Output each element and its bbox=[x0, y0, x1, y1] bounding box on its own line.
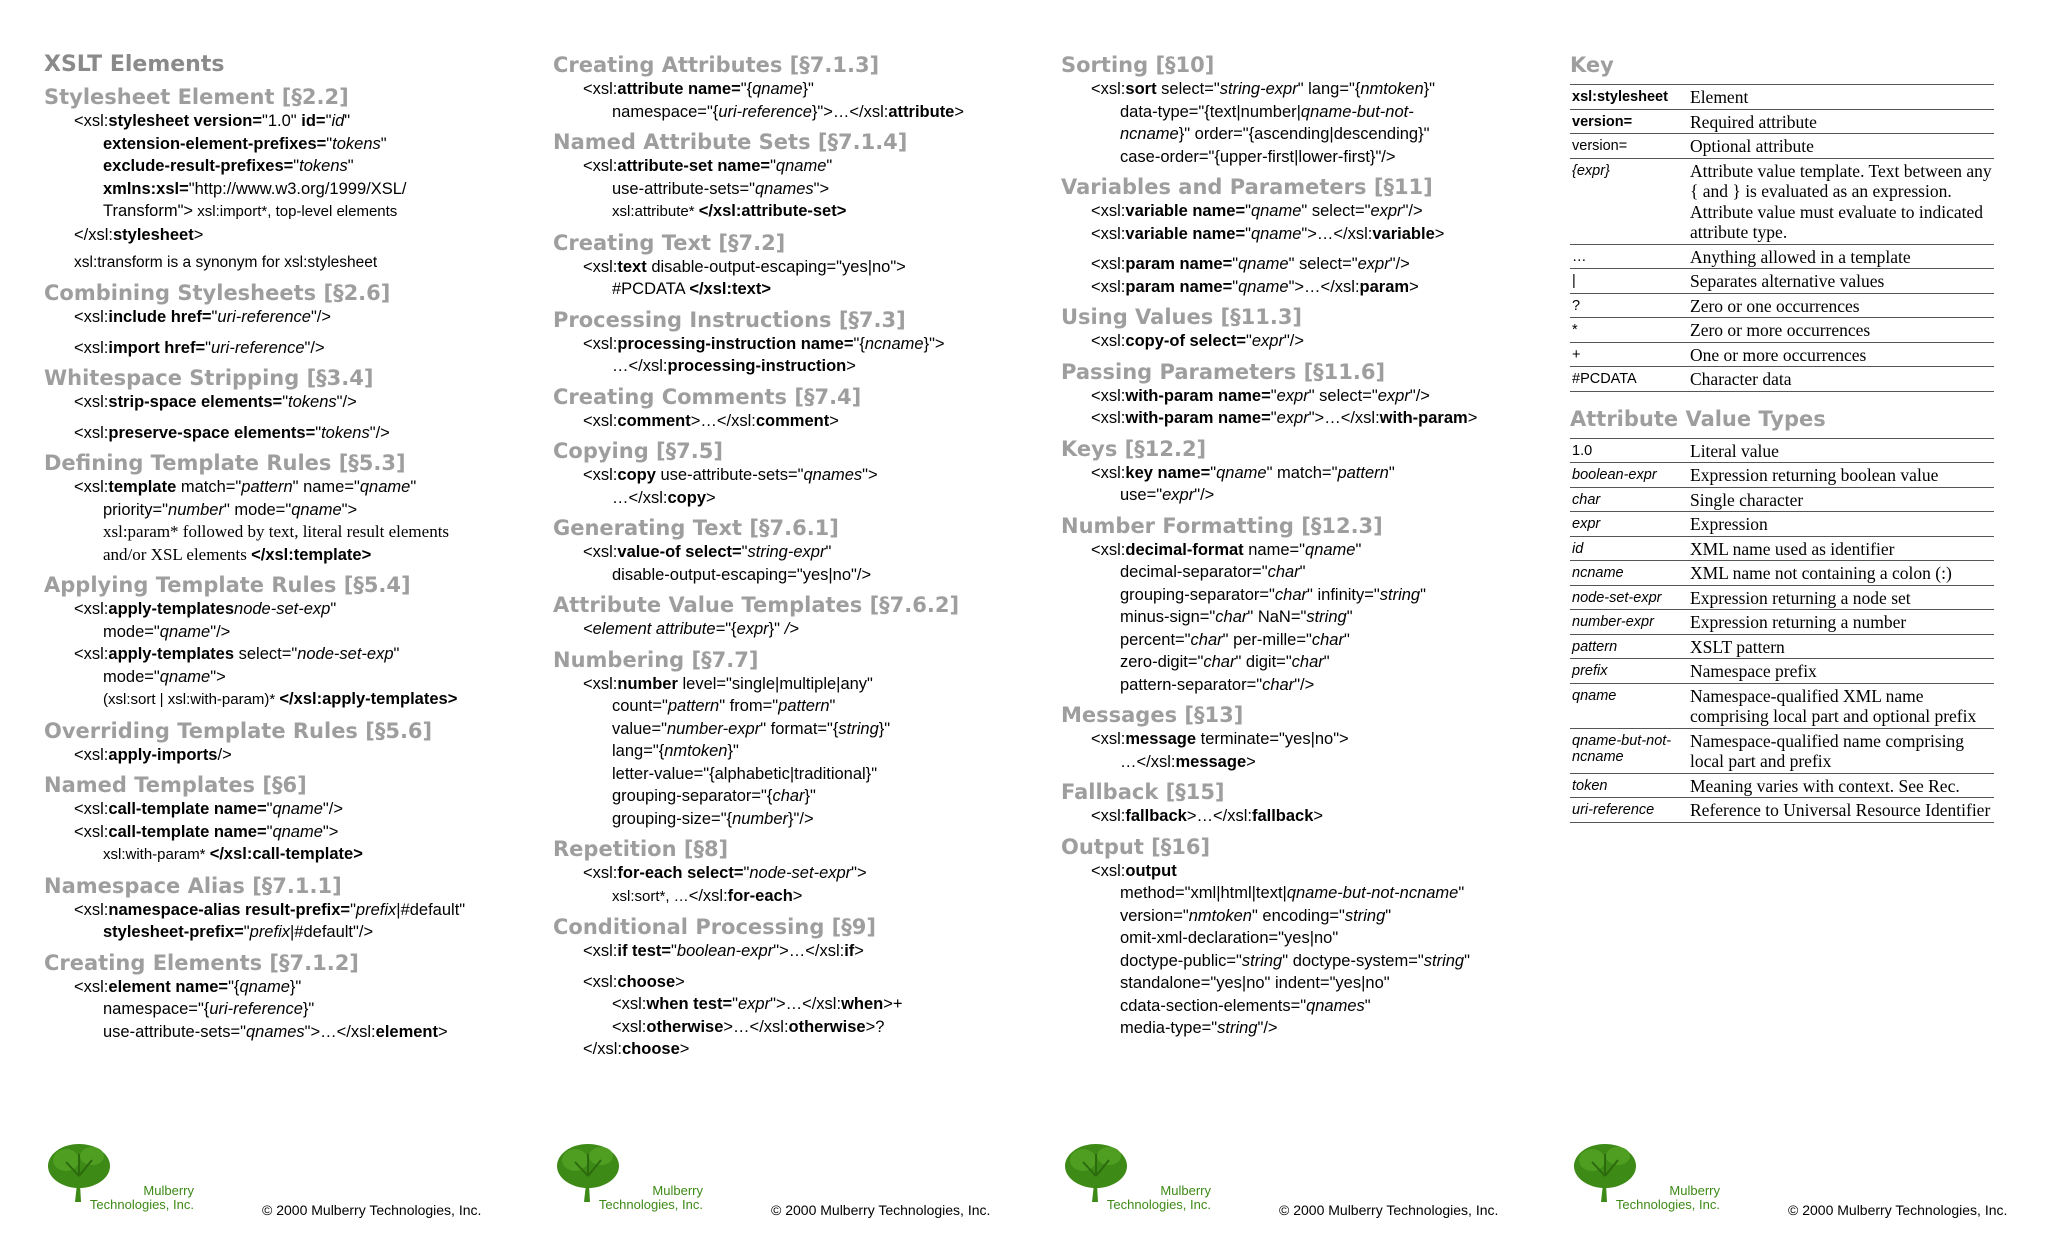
section-processing-instructions: Processing Instructions [§7.3] <xsl:processing-instruction name="{ncname}"> …</xsl:processing-instruction> bbox=[553, 307, 1023, 378]
type-description: Reference to Universal Resource Identifier bbox=[1688, 798, 1994, 823]
section-stylesheet-element: Stylesheet Element [§2.2] <xsl:stylesheet version="1.0" id="id" extension-element-prefixes="tokens" exclude-result-prefixes="tokens" xmlns:xsl="http://www.w3.org/1999/XSL/ Transform"> xsl:import*, top-level elements </xsl:stylesheet> xsl:transform is a synonym for xsl:stylesheet bbox=[44, 84, 514, 274]
section-using-values: Using Values [§11.3] <xsl:copy-of select="expr"/> bbox=[1061, 304, 1531, 353]
key-row bbox=[1570, 85, 1994, 110]
footer-3 bbox=[1061, 1140, 1531, 1220]
type-row bbox=[1570, 463, 1994, 488]
section-heading: Creating Elements [§7.1.2] bbox=[44, 950, 359, 975]
section-namespace-alias: Namespace Alias [§7.1.1] <xsl:namespace-alias result-prefix="prefix|#default" stylesheet-prefix="prefix|#default"/> bbox=[44, 873, 514, 944]
attribute-value-types-table bbox=[1570, 438, 1994, 823]
section-heading: Keys [§12.2] bbox=[1061, 436, 1207, 461]
key-row bbox=[1570, 134, 1994, 159]
type-row bbox=[1570, 512, 1994, 537]
key-term: … bbox=[1570, 244, 1688, 269]
section-heading: Whitespace Stripping [§3.4] bbox=[44, 366, 374, 390]
key-description: Zero or more occurrences bbox=[1688, 318, 1994, 343]
section-heading: Namespace Alias [§7.1.1] bbox=[44, 873, 342, 898]
section-heading: Stylesheet Element [§2.2] bbox=[44, 85, 349, 109]
copyright: © 2000 Mulberry Technologies, Inc. bbox=[262, 1202, 482, 1218]
key-description: Separates alternative values bbox=[1688, 269, 1994, 294]
key-term: ? bbox=[1570, 293, 1688, 318]
section-heading: Output [§16] bbox=[1061, 834, 1211, 859]
key-row bbox=[1570, 109, 1994, 134]
type-description: XML name used as identifier bbox=[1688, 536, 1994, 561]
type-row bbox=[1570, 798, 1994, 823]
section-heading: Named Attribute Sets [§7.1.4] bbox=[553, 130, 908, 154]
section-whitespace-stripping: Whitespace Stripping [§3.4] <xsl:strip-space elements="tokens"/> <xsl:preserve-space elements="tokens"/> bbox=[44, 365, 514, 444]
section-creating-text: Creating Text [§7.2] <xsl:text disable-output-escaping="yes|no"> #PCDATA </xsl:text> bbox=[553, 230, 1023, 301]
type-description: Expression bbox=[1688, 512, 1994, 537]
type-term: token bbox=[1570, 773, 1688, 798]
type-term: uri-reference bbox=[1570, 798, 1688, 823]
section-creating-elements: Creating Elements [§7.1.2] <xsl:element name="{qname}" namespace="{uri-reference}" use-attribute-sets="qnames">…</xsl:element> bbox=[44, 950, 514, 1044]
footer-1 bbox=[44, 1140, 514, 1220]
type-term: number-expr bbox=[1570, 610, 1688, 635]
section-number-formatting: Number Formatting [§12.3] <xsl:decimal-format name="qname" decimal-separator="char" grouping-separator="char" infinity="string" minus-sign="char" NaN="string" percent="char" per-mille="char" zero-digit="char" digit="char" pattern-separator="char"/> bbox=[1061, 513, 1531, 697]
type-row bbox=[1570, 585, 1994, 610]
type-row bbox=[1570, 561, 1994, 586]
type-row bbox=[1570, 610, 1994, 635]
key-term: + bbox=[1570, 342, 1688, 367]
key-description: Attribute value template. Text between any { and } is evaluated as an expression. Attribute value must evaluate to indicated attribute type. bbox=[1688, 158, 1994, 244]
page-title: XSLT Elements bbox=[44, 52, 225, 77]
key-term: version= bbox=[1570, 109, 1688, 134]
section-heading: Creating Attributes [§7.1.3] bbox=[553, 53, 880, 77]
type-term: node-set-expr bbox=[1570, 585, 1688, 610]
key-description: Element bbox=[1688, 85, 1994, 110]
type-description: Meaning varies with context. See Rec. bbox=[1688, 773, 1994, 798]
footer-2 bbox=[553, 1140, 1023, 1220]
type-term: qname-but-not-ncname bbox=[1570, 728, 1688, 773]
section-variables-parameters: Variables and Parameters [§11] <xsl:variable name="qname" select="expr"/> <xsl:variable name="qname">…</xsl:variable> <xsl:param name="qname" select="expr"/> <xsl:param name="qname">…</xsl:param> bbox=[1061, 174, 1531, 298]
section-combining-stylesheets: Combining Stylesheets [§2.6] <xsl:include href="uri-reference"/> <xsl:import href="uri-reference"/> bbox=[44, 280, 514, 359]
section-output: Output [§16] <xsl:output method="xml|html|text|qname-but-not-ncname" version="nmtoken" encoding="string" omit-xml-declaration="yes|no" doctype-public="string" doctype-system="string" standalone="yes|no" indent="yes|no" cdata-section-elements="qnames" media-type="string"/> bbox=[1061, 834, 1531, 1040]
type-description: Namespace-qualified XML name comprising local part and optional prefix bbox=[1688, 683, 1994, 728]
section-heading: Defining Template Rules [§5.3] bbox=[44, 451, 406, 475]
section-heading: Attribute Value Templates [§7.6.2] bbox=[553, 593, 960, 617]
section-creating-attributes: Creating Attributes [§7.1.3] <xsl:attribute name="{qname}" namespace="{uri-reference}">…</xsl:attribute> bbox=[553, 52, 1023, 123]
section-fallback: Fallback [§15] <xsl:fallback>…</xsl:fallback> bbox=[1061, 779, 1531, 828]
section-copying: Copying [§7.5] <xsl:copy use-attribute-sets="qnames"> …</xsl:copy> bbox=[553, 438, 1023, 509]
key-term: #PCDATA bbox=[1570, 367, 1688, 392]
type-description: XSLT pattern bbox=[1688, 634, 1994, 659]
key-term: * bbox=[1570, 318, 1688, 343]
logo-text: Mulberry Technologies, Inc. bbox=[598, 1183, 703, 1212]
section-heading: Generating Text [§7.6.1] bbox=[553, 516, 839, 540]
type-term: boolean-expr bbox=[1570, 463, 1688, 488]
type-description: Expression returning a number bbox=[1688, 610, 1994, 635]
section-repetition: Repetition [§8] <xsl:for-each select="node-set-expr"> xsl:sort*, …</xsl:for-each> bbox=[553, 836, 1023, 908]
key-table bbox=[1570, 84, 1994, 392]
type-term: char bbox=[1570, 487, 1688, 512]
type-description: Expression returning boolean value bbox=[1688, 463, 1994, 488]
column-3 bbox=[1061, 52, 1531, 1040]
type-term: prefix bbox=[1570, 659, 1688, 684]
key-description: Character data bbox=[1688, 367, 1994, 392]
section-attribute-value-templates: Attribute Value Templates [§7.6.2] <element attribute="{expr}" /> bbox=[553, 592, 1023, 641]
section-heading: Conditional Processing [§9] bbox=[553, 915, 876, 939]
type-row bbox=[1570, 438, 1994, 463]
key-row bbox=[1570, 342, 1994, 367]
column-1 bbox=[44, 52, 514, 1043]
section-heading: Named Templates [§6] bbox=[44, 773, 307, 797]
section-heading: Overriding Template Rules [§5.6] bbox=[44, 718, 433, 743]
section-heading: Creating Comments [§7.4] bbox=[553, 384, 862, 409]
key-description: Required attribute bbox=[1688, 109, 1994, 134]
type-row bbox=[1570, 683, 1994, 728]
section-conditional-processing: Conditional Processing [§9] <xsl:if test="boolean-expr">…</xsl:if> <xsl:choose> <xsl:when test="expr">…</xsl:when>+ <xsl:otherwise>…</xsl:otherwise>? </xsl:choose> bbox=[553, 914, 1023, 1061]
section-keys: Keys [§12.2] <xsl:key name="qname" match="pattern" use="expr"/> bbox=[1061, 436, 1531, 507]
section-heading: Variables and Parameters [§11] bbox=[1061, 175, 1433, 199]
type-description: Expression returning a node set bbox=[1688, 585, 1994, 610]
type-row bbox=[1570, 728, 1994, 773]
type-description: XML name not containing a colon (:) bbox=[1688, 561, 1994, 586]
type-row bbox=[1570, 659, 1994, 684]
type-term: id bbox=[1570, 536, 1688, 561]
key-description: Zero or one occurrences bbox=[1688, 293, 1994, 318]
copyright: © 2000 Mulberry Technologies, Inc. bbox=[1788, 1202, 2008, 1218]
column-4 bbox=[1570, 52, 1994, 823]
section-applying-template-rules: Applying Template Rules [§5.4] <xsl:apply-templatesnode-set-exp" mode="qname"/> <xsl:apply-templates select="node-set-exp" mode="qname"> (xsl:sort | xsl:with-param)* </xsl:apply-templates> bbox=[44, 572, 514, 712]
type-description: Namespace prefix bbox=[1688, 659, 1994, 684]
section-heading: Combining Stylesheets [§2.6] bbox=[44, 281, 391, 305]
type-term: qname bbox=[1570, 683, 1688, 728]
column-2 bbox=[553, 52, 1023, 1061]
key-row bbox=[1570, 244, 1994, 269]
type-row bbox=[1570, 487, 1994, 512]
section-messages: Messages [§13] <xsl:message terminate="yes|no"> …</xsl:message> bbox=[1061, 702, 1531, 773]
section-sorting: Sorting [§10] <xsl:sort select="string-expr" lang="{nmtoken}" data-type="{text|number|qname-but-not- ncname}" order="{ascending|descending}" case-order="{upper-first|lower-first}"/> bbox=[1061, 52, 1531, 168]
key-description: Anything allowed in a template bbox=[1688, 244, 1994, 269]
section-heading: Sorting [§10] bbox=[1061, 53, 1215, 77]
key-term: {expr} bbox=[1570, 158, 1688, 244]
type-term: 1.0 bbox=[1570, 438, 1688, 463]
key-term: xsl:stylesheet bbox=[1570, 85, 1688, 110]
key-term: version= bbox=[1570, 134, 1688, 159]
copyright: © 2000 Mulberry Technologies, Inc. bbox=[1279, 1202, 1499, 1218]
key-term: | bbox=[1570, 269, 1688, 294]
type-row bbox=[1570, 634, 1994, 659]
section-heading: Processing Instructions [§7.3] bbox=[553, 307, 906, 332]
type-description: Literal value bbox=[1688, 438, 1994, 463]
key-row bbox=[1570, 269, 1994, 294]
type-description: Namespace-qualified name comprising local part and prefix bbox=[1688, 728, 1994, 773]
section-passing-parameters: Passing Parameters [§11.6] <xsl:with-param name="expr" select="expr"/> <xsl:with-param name="expr">…</xsl:with-param> bbox=[1061, 359, 1531, 430]
key-description: One or more occurrences bbox=[1688, 342, 1994, 367]
section-heading: Number Formatting [§12.3] bbox=[1061, 513, 1383, 538]
type-term: pattern bbox=[1570, 634, 1688, 659]
key-row bbox=[1570, 158, 1994, 244]
footer-4 bbox=[1570, 1140, 2040, 1220]
copyright: © 2000 Mulberry Technologies, Inc. bbox=[771, 1202, 991, 1218]
logo-text: Mulberry Technologies, Inc. bbox=[1106, 1183, 1211, 1212]
section-heading: Creating Text [§7.2] bbox=[553, 230, 786, 255]
section-numbering: Numbering [§7.7] <xsl:number level="single|multiple|any" count="pattern" from="pattern" value="number-expr" format="{string}" lang="{nmtoken}" letter-value="{alphabetic|traditional}" grouping-separator="{char}" grouping-size="{number}"/> bbox=[553, 647, 1023, 831]
type-row bbox=[1570, 536, 1994, 561]
section-heading: Passing Parameters [§11.6] bbox=[1061, 359, 1386, 384]
logo-text: Mulberry Technologies, Inc. bbox=[89, 1183, 194, 1212]
key-row bbox=[1570, 318, 1994, 343]
key-heading: Key bbox=[1570, 53, 1614, 77]
section-heading: Copying [§7.5] bbox=[553, 439, 723, 463]
type-term: expr bbox=[1570, 512, 1688, 537]
section-named-templates: Named Templates [§6] <xsl:call-template name="qname"/> <xsl:call-template name="qname"> xsl:with-param* </xsl:call-template> bbox=[44, 772, 514, 867]
attribute-value-types-heading: Attribute Value Types bbox=[1570, 406, 1826, 431]
type-term: ncname bbox=[1570, 561, 1688, 586]
type-description: Single character bbox=[1688, 487, 1994, 512]
synonym-note: xsl:transform is a synonym for xsl:stylesheet bbox=[74, 254, 378, 271]
section-defining-template-rules: Defining Template Rules [§5.3] <xsl:template match="pattern" name="qname" priority="number" mode="qname"> xsl:param* followed by text, literal result elements and/or XSL elements </xsl:template> bbox=[44, 450, 514, 566]
section-heading: Applying Template Rules [§5.4] bbox=[44, 573, 411, 597]
section-generating-text: Generating Text [§7.6.1] <xsl:value-of select="string-expr" disable-output-escaping="yes|no"/> bbox=[553, 515, 1023, 586]
section-heading: Messages [§13] bbox=[1061, 703, 1244, 727]
type-row bbox=[1570, 773, 1994, 798]
section-named-attribute-sets: Named Attribute Sets [§7.1.4] <xsl:attribute-set name="qname" use-attribute-sets="qnames"> xsl:attribute* </xsl:attribute-set> bbox=[553, 129, 1023, 224]
section-creating-comments: Creating Comments [§7.4] <xsl:comment>…</xsl:comment> bbox=[553, 384, 1023, 433]
key-description: Optional attribute bbox=[1688, 134, 1994, 159]
key-row bbox=[1570, 293, 1994, 318]
logo-text: Mulberry Technologies, Inc. bbox=[1615, 1183, 1720, 1212]
section-overriding-template-rules: Overriding Template Rules [§5.6] <xsl:apply-imports/> bbox=[44, 718, 514, 767]
section-heading: Using Values [§11.3] bbox=[1061, 305, 1303, 329]
section-heading: Fallback [§15] bbox=[1061, 780, 1225, 804]
section-heading: Numbering [§7.7] bbox=[553, 647, 759, 672]
section-heading: Repetition [§8] bbox=[553, 837, 729, 861]
key-row bbox=[1570, 367, 1994, 392]
